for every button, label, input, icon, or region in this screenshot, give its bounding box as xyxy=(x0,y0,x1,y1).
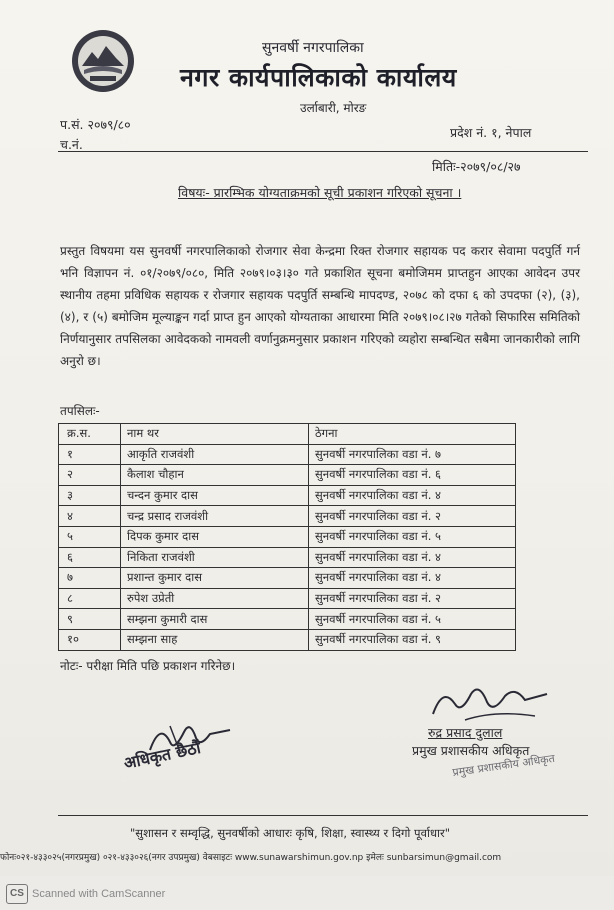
column-header-name: नाम थर xyxy=(121,424,309,445)
address-cell: सुनवर्षी नगरपालिका वडा नं. ९ xyxy=(309,629,516,650)
table-header-row xyxy=(59,424,516,445)
name-cell: निकिता राजवंशी xyxy=(121,547,309,568)
table-row xyxy=(59,485,516,506)
serial-cell: ५ xyxy=(59,526,121,547)
name-cell: रुपेश उप्रेती xyxy=(121,588,309,609)
table-row xyxy=(59,609,516,630)
header-divider xyxy=(58,151,588,152)
candidate-table xyxy=(58,423,516,651)
municipality-name: सुनवर्षी नगरपालिका xyxy=(262,40,364,56)
name-cell: चन्दन कुमार दास xyxy=(121,485,309,506)
signatory-stamp: प्रमुख प्रशासकीय अधिकृत xyxy=(451,751,556,780)
serial-cell: ७ xyxy=(59,568,121,589)
letter-subject: विषयः- प्रारम्भिक योग्यताक्रमको सूची प्रकाशन गरिएको सूचना । xyxy=(178,185,462,200)
name-cell: सम्झना कुमारी दास xyxy=(121,609,309,630)
dispatch-number: च.नं. xyxy=(60,137,83,152)
name-cell: चन्द्र प्रसाद राजवंशी xyxy=(121,506,309,527)
camscanner-logo-icon: CS xyxy=(6,884,28,904)
table-row xyxy=(59,547,516,568)
address-cell: सुनवर्षी नगरपालिका वडा नं. ४ xyxy=(309,568,516,589)
table-row xyxy=(59,465,516,486)
name-cell: प्रशान्त कुमार दास xyxy=(121,568,309,589)
name-cell: कैलाश चौहान xyxy=(121,465,309,486)
signatory-title: प्रमुख प्रशासकीय अधिकृत xyxy=(412,743,530,758)
signatory-name: रुद्र प्रसाद दुलाल xyxy=(428,725,503,740)
address-cell: सुनवर्षी नगरपालिका वडा नं. ६ xyxy=(309,465,516,486)
name-cell: सम्झना साह xyxy=(121,629,309,650)
serial-cell: ६ xyxy=(59,547,121,568)
address-cell: सुनवर्षी नगरपालिका वडा नं. ५ xyxy=(309,609,516,630)
address-cell: सुनवर्षी नगरपालिका वडा नं. ४ xyxy=(309,485,516,506)
serial-cell: १ xyxy=(59,444,121,465)
reference-number: प.सं. २०७९/८० xyxy=(60,117,131,132)
table-row xyxy=(59,629,516,650)
address-cell: सुनवर्षी नगरपालिका वडा नं. ७ xyxy=(309,444,516,465)
column-header-serial: क्र.स. xyxy=(59,424,121,445)
table-row xyxy=(59,526,516,547)
right-signature-icon xyxy=(425,680,555,730)
footer-contact: फोनः०२१-४३३०२५(नगरप्रमुख) ०२१-४३३०२६(नगर उपप्रमुख) वेबसाइटः www.sunawarshimun.gov.np इमेलः sunbarsimun@gmail.com xyxy=(0,853,502,863)
exam-note: नोटः- परीक्षा मिति पछि प्रकाशन गरिनेछ। xyxy=(60,659,236,673)
serial-cell: १० xyxy=(59,629,121,650)
serial-cell: ३ xyxy=(59,485,121,506)
table-row xyxy=(59,444,516,465)
table-row xyxy=(59,506,516,527)
name-cell: दिपक कुमार दास xyxy=(121,526,309,547)
letter-body: प्रस्तुत विषयमा यस सुनवर्षी नगरपालिकाको रोजगार सेवा केन्द्रमा रिक्त रोजगार सहायक पद करार सेवामा पदपुर्ति गर्न भनि विज्ञापन नं. ०१/२०७९/०८०, मिति २०७९।०३।३० गते प्रकाशित सूचना बमोजिमम प्राप्तहुन आएका आवेदन उपर स्थानीय तहमा प्रविधिक सहायक र रोजगार सहायक पदपुर्ति सम्बन्धि मापदण्ड, २०७८ को दफा ६ को उपदफा (२), (३), (४), र (५) बमोजिम मूल्याङ्कन गर्दा प्राप्त हुन आएको योग्यताका आधारमा मिति २०७९।०८।२७ गतेको सिफारिस समितिको निर्णयानुसार तपसिलका आवेदकको नामवली वर्णानुक्रमनुसार प्रकाशन गरिएको व्यहोरा सम्बन्धित सबैमा जानकारीको लागि अनुरो छ। xyxy=(60,244,580,368)
details-label: तपसिलः- xyxy=(60,404,100,418)
municipality-emblem-icon xyxy=(70,28,136,94)
serial-cell: ४ xyxy=(59,506,121,527)
serial-cell: ८ xyxy=(59,588,121,609)
table-row xyxy=(59,588,516,609)
address-cell: सुनवर्षी नगरपालिका वडा नं. ५ xyxy=(309,526,516,547)
camscanner-label: Scanned with CamScanner xyxy=(32,888,166,900)
column-header-address: ठेगना xyxy=(309,424,516,445)
address-cell: सुनवर्षी नगरपालिका वडा नं. ४ xyxy=(309,547,516,568)
letter-date: मितिः-२०७९/०८/२७ xyxy=(432,159,521,174)
address-cell: सुनवर्षी नगरपालिका वडा नं. २ xyxy=(309,506,516,527)
footer-divider xyxy=(58,815,588,816)
table-row xyxy=(59,568,516,589)
name-cell: आकृति राजवंशी xyxy=(121,444,309,465)
province-label: प्रदेश नं. १, नेपाल xyxy=(450,125,532,140)
footer-motto: "सुशासन र सम्वृद्धि, सुनवर्षीको आधारः कृषि, शिक्षा, स्वास्थ्य र दिगो पूर्वाधार" xyxy=(130,826,450,840)
office-address: उर्लाबारी, मोरङ xyxy=(300,101,367,115)
serial-cell: ९ xyxy=(59,609,121,630)
serial-cell: २ xyxy=(59,465,121,486)
address-cell: सुनवर्षी नगरपालिका वडा नं. २ xyxy=(309,588,516,609)
left-signatory-title: अधिकृत छैठौं xyxy=(122,738,203,773)
office-title: नगर कार्यपालिकाको कार्यालय xyxy=(180,63,457,92)
